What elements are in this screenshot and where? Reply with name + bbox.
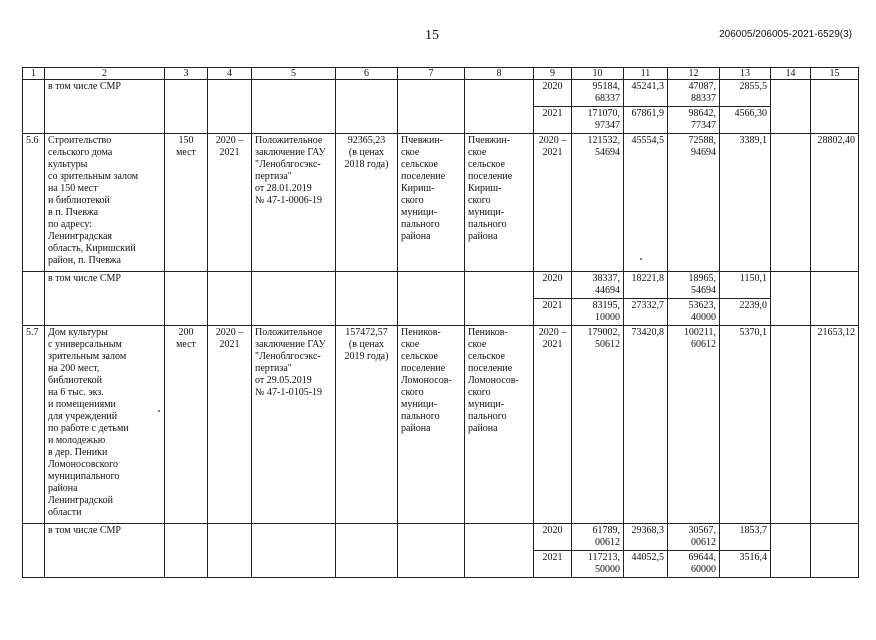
cell-fed: 18221,8 [624, 272, 668, 299]
cell-col15 [811, 272, 859, 326]
header-cell: 3 [165, 68, 208, 80]
header-cell: 8 [465, 68, 534, 80]
cell-num: 5.6 [23, 134, 45, 272]
cell-fed: 29368,3 [624, 524, 668, 551]
cell-capacity: 200 мест [165, 326, 208, 524]
cell-total: 83195, 10000 [572, 299, 624, 326]
cell-regional: 47087, 88337 [668, 80, 720, 107]
cell-regional: 69644, 60000 [668, 551, 720, 578]
cell-total: 179002, 50612 [572, 326, 624, 524]
cell-desc: в том числе СМР [45, 524, 165, 578]
cell-year: 2020 [534, 80, 572, 107]
cell-col14 [771, 80, 811, 134]
cell-col14 [771, 524, 811, 578]
cell-cost: 92365,23 (в ценах 2018 года) [336, 134, 398, 272]
cell-owner: Пчевжин- ское сельское поселение Кириш- ского муници- пального района [465, 134, 534, 272]
cell-total: 61789, 00612 [572, 524, 624, 551]
cell-desc: в том числе СМР [45, 80, 165, 134]
cell-col14 [771, 272, 811, 326]
page-number: 15 [425, 28, 439, 43]
cell-customer [398, 80, 465, 134]
scan-speck [158, 410, 160, 412]
cell-fed: 73420,8 [624, 326, 668, 524]
cell-year: 2021 [534, 107, 572, 134]
cell-period: 2020 – 2021 [208, 134, 252, 272]
cell-expertise [252, 80, 336, 134]
cell-capacity: 150 мест [165, 134, 208, 272]
cell-cost [336, 524, 398, 578]
cell-owner [465, 80, 534, 134]
table-row [23, 326, 859, 524]
cell-owner [465, 524, 534, 578]
cell-num [23, 80, 45, 134]
header-cell: 4 [208, 68, 252, 80]
scan-speck [640, 258, 642, 260]
cell-local: 3389,1 [720, 134, 771, 272]
header-cell: 13 [720, 68, 771, 80]
header-cell: 6 [336, 68, 398, 80]
header-cell: 1 [23, 68, 45, 80]
header-cell: 15 [811, 68, 859, 80]
table-row [23, 272, 859, 299]
cell-local: 4566,30 [720, 107, 771, 134]
cell-owner: Пеников- ское сельское поселение Ломоносов- ского муници- пального района [465, 326, 534, 524]
cell-regional: 53623, 40000 [668, 299, 720, 326]
cell-year: 2020 – 2021 [534, 326, 572, 524]
cell-owner [465, 272, 534, 326]
header-cell: 2 [45, 68, 165, 80]
cell-fed: 67861,9 [624, 107, 668, 134]
cell-num [23, 524, 45, 578]
cell-num [23, 272, 45, 326]
header-cell: 12 [668, 68, 720, 80]
cell-object-name: Строительство сельского дома культуры со зрительным залом на 150 мест и библиотекой в п. Пчевжа по адресу: Ленинградская область, Киришский район, п. Пчевжа [45, 134, 165, 272]
cell-col15: 28802,40 [811, 134, 859, 272]
header-cell: 9 [534, 68, 572, 80]
investment-table [22, 67, 859, 578]
table-row [23, 524, 859, 551]
cell-local: 1853,7 [720, 524, 771, 551]
cell-local: 1150,1 [720, 272, 771, 299]
cell-local: 5370,1 [720, 326, 771, 524]
table-row [23, 80, 859, 107]
cell-expertise [252, 272, 336, 326]
header-cell: 10 [572, 68, 624, 80]
header-cell: 5 [252, 68, 336, 80]
cell-customer: Пчевжин- ское сельское поселение Кириш- ского муници- пального района [398, 134, 465, 272]
cell-regional: 72588, 94694 [668, 134, 720, 272]
cell-local: 2239,0 [720, 299, 771, 326]
table-row [23, 134, 859, 272]
cell-object-name: Дом культуры с универсальным зрительным залом на 200 мест, библиотекой на 6 тыс. экз. и помещениями для учреждений по работе с детьми и молодежью в дер. Пеники Ломоносовского муниципального района Ленинградской области [45, 326, 165, 524]
cell-period [208, 272, 252, 326]
header-cell: 11 [624, 68, 668, 80]
cell-regional: 18965, 54694 [668, 272, 720, 299]
cell-customer [398, 524, 465, 578]
cell-capacity [165, 272, 208, 326]
cell-customer: Пеников- ское сельское поселение Ломоносов- ского муници- пального района [398, 326, 465, 524]
cell-year: 2020 [534, 524, 572, 551]
cell-expertise: Положительное заключение ГАУ "Леноблгосэкс- пертиза" от 28.01.2019 № 47-1-0006-19 [252, 134, 336, 272]
cell-col15 [811, 80, 859, 134]
cell-local: 3516,4 [720, 551, 771, 578]
cell-year: 2021 [534, 299, 572, 326]
cell-period: 2020 – 2021 [208, 326, 252, 524]
cell-num: 5.7 [23, 326, 45, 524]
cell-fed: 27332,7 [624, 299, 668, 326]
cell-fed: 44052,5 [624, 551, 668, 578]
cell-cost: 157472,57 (в ценах 2019 года) [336, 326, 398, 524]
cell-expertise: Положительное заключение ГАУ "Леноблгосэкс- пертиза" от 29.05.2019 № 47-1-0105-19 [252, 326, 336, 524]
cell-period [208, 524, 252, 578]
header-row [23, 68, 859, 80]
cell-year: 2020 [534, 272, 572, 299]
cell-regional: 98642, 77347 [668, 107, 720, 134]
cell-total: 117213, 50000 [572, 551, 624, 578]
cell-capacity [165, 80, 208, 134]
cell-col15 [811, 524, 859, 578]
cell-year: 2021 [534, 551, 572, 578]
cell-col14 [771, 326, 811, 524]
cell-regional: 30567, 00612 [668, 524, 720, 551]
cell-total: 95184, 68337 [572, 80, 624, 107]
cell-local: 2855,5 [720, 80, 771, 107]
cell-customer [398, 272, 465, 326]
cell-capacity [165, 524, 208, 578]
cell-year: 2020 – 2021 [534, 134, 572, 272]
cell-total: 171070, 97347 [572, 107, 624, 134]
cell-fed: 45554,5 [624, 134, 668, 272]
cell-col15: 21653,12 [811, 326, 859, 524]
cell-cost [336, 272, 398, 326]
cell-period [208, 80, 252, 134]
cell-fed: 45241,3 [624, 80, 668, 107]
document-code: 206005/206005-2021-6529(3) [719, 29, 852, 40]
header-cell: 14 [771, 68, 811, 80]
cell-regional: 100211, 60612 [668, 326, 720, 524]
cell-desc: в том числе СМР [45, 272, 165, 326]
cell-total: 38337, 44694 [572, 272, 624, 299]
cell-cost [336, 80, 398, 134]
cell-col14 [771, 134, 811, 272]
cell-expertise [252, 524, 336, 578]
header-cell: 7 [398, 68, 465, 80]
cell-total: 121532, 54694 [572, 134, 624, 272]
